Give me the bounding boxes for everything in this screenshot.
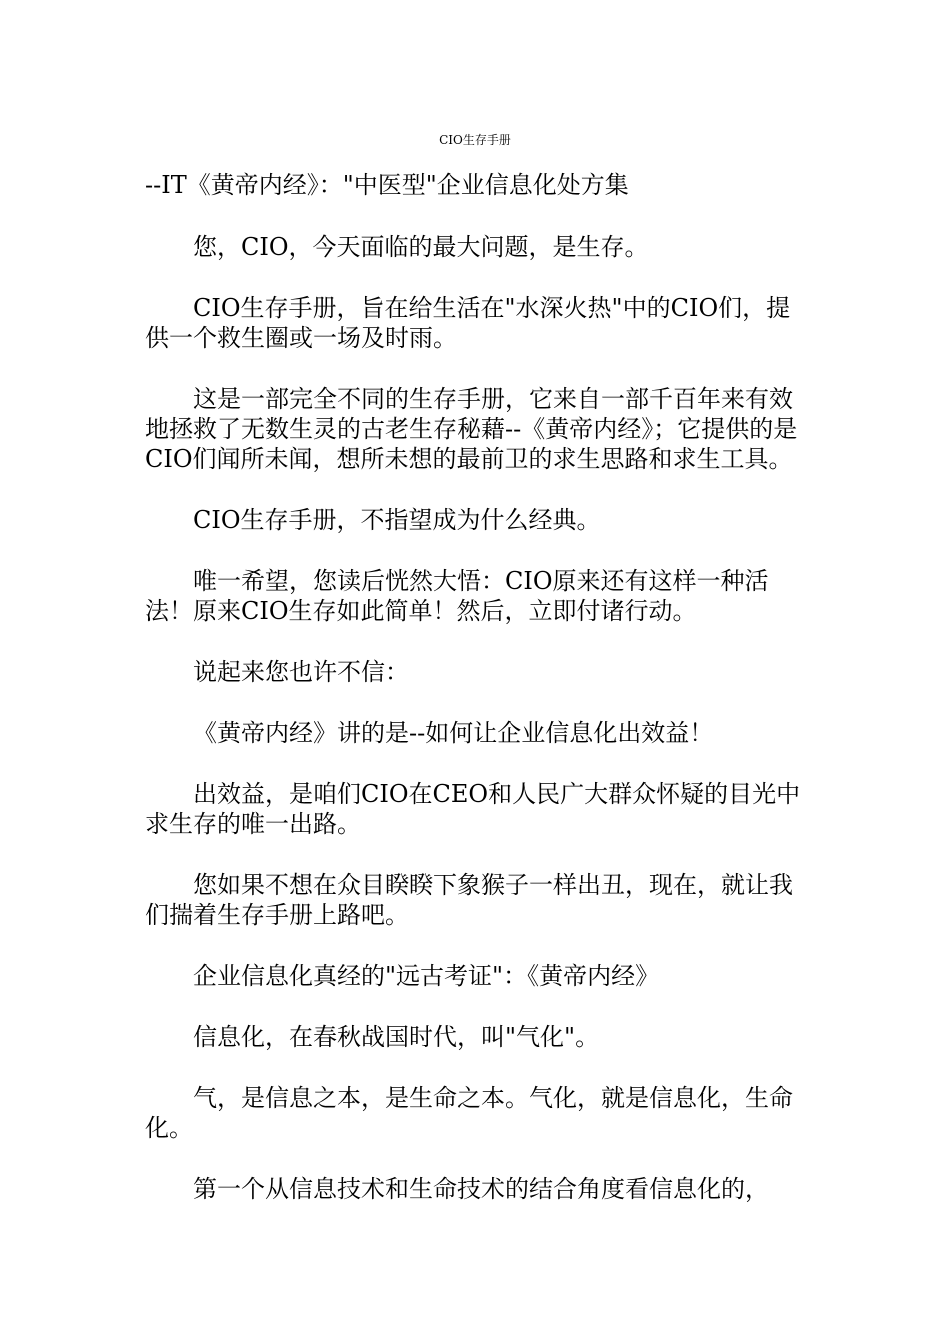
- document-subtitle: --IT《黄帝内经》："中医型"企业信息化处方集: [145, 171, 629, 199]
- running-header: CIO生存手册: [439, 133, 511, 147]
- paragraph: 气，是信息之本，是生命之本。气化，就是信息化，生命化。: [145, 1084, 793, 1142]
- paragraph: CIO生存手册，旨在给生活在"水深火热"中的CIO们，提供一个救生圈或一场及时雨。: [145, 294, 791, 352]
- document-body: [145, 170, 810, 1235]
- paragraph: 出效益，是咱们CIO在CEO和人民广大群众怀疑的目光中求生存的唯一出路。: [145, 780, 801, 838]
- paragraph: 《黄帝内经》讲的是--如何让企业信息化出效益！: [193, 719, 714, 747]
- paragraph: CIO生存手册，不指望成为什么经典。: [193, 506, 601, 534]
- paragraph: 唯一希望，您读后恍然大悟：CIO原来还有这样一种活法！原来CIO生存如此简单！然后，立即付诸行动。: [145, 567, 769, 625]
- paragraph: 您，CIO，今天面临的最大问题，是生存。: [193, 233, 649, 261]
- paragraph: 您如果不想在众目睽睽下象猴子一样出丑，现在，就让我们揣着生存手册上路吧。: [145, 871, 793, 929]
- paragraph: 说起来您也许不信：: [193, 658, 409, 686]
- paragraph: 信息化，在春秋战国时代，叫"气化"。: [193, 1023, 600, 1051]
- paragraph: 第一个从信息技术和生命技术的结合角度看信息化的，: [193, 1175, 769, 1203]
- paragraph: 这是一部完全不同的生存手册，它来自一部千百年来有效地拯救了无数生灵的古老生存秘藉--《黄帝内经》；它提供的是CIO们闻所未闻，想所未想的最前卫的求生思路和求生工具。: [145, 385, 798, 473]
- section-heading: 企业信息化真经的"远古考证"：《黄帝内经》: [193, 962, 660, 990]
